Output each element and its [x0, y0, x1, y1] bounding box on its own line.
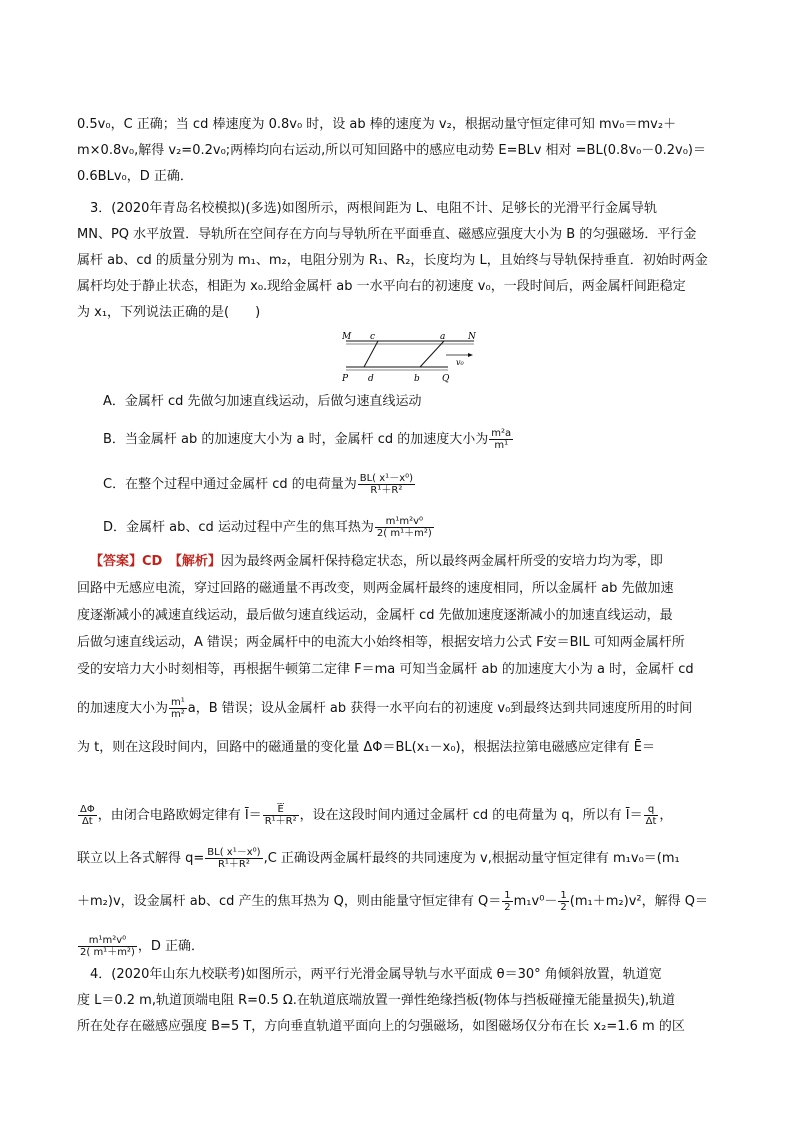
- answer-8-h-num: q: [647, 804, 655, 815]
- answer-8-post: ，设在这段时间内通过金属杆 cd 的电荷量为 q，所以有 Ī＝: [299, 808, 643, 823]
- answer-10-f2-den: 2: [560, 902, 567, 913]
- q4-line-1: 4．(2020年山东九校联考)如图所示，两平行光滑金属导轨与水平面成 θ＝30° 角倾斜放置，轨道宽: [90, 967, 662, 982]
- answer-8-f-den: Δt: [78, 815, 97, 827]
- answer-6-den: m²: [171, 709, 185, 720]
- answer-line-2: 回路中无感应电流，穿过回路的磁通量不再改变，则两金属杆最终的速度相同，所以金属杆 ab 先做加速: [77, 581, 674, 596]
- option-b-den: m¹: [489, 439, 513, 451]
- answer-tag: 【答案】CD 【解析】: [90, 554, 221, 569]
- label-N: N: [468, 332, 476, 342]
- answer-8-g-num: $\overline{Ē}$: [277, 804, 284, 815]
- answer-8-g-den: R¹＋R²: [264, 816, 297, 827]
- answer-6-pre: 的加速度大小为: [77, 701, 169, 716]
- answer-line-5: 受的安培力大小时刻相等，再根据牛顿第二定律 F＝ma 可知当金属杆 ab 的加速度大小为 a 时，金属杆 cd: [77, 662, 694, 677]
- answer-10-frac-2: [558, 890, 568, 913]
- answer-9-post: ,C 正确设两金属杆最终的共同速度为 v,根据动量守恒定律有 m₁v₀＝(m₁: [263, 851, 680, 866]
- prev-line-1: 0.5v₀，C 正确；当 cd 棒速度为 0.8v₀ 时，设 ab 棒的速度为 v₂，根据动量守恒定律可知 mv₀＝mv₂＋: [77, 117, 677, 132]
- answer-9-fraction: [205, 847, 262, 870]
- answer-8-frac-h: [644, 804, 659, 827]
- answer-8-mid: ，由闭合电路欧姆定律有 Ī＝: [97, 808, 262, 823]
- prev-line-2: m×0.8v₀,解得 v₂=0.2v₀;两棒均向右运动,所以可知回路中的感应电动势 E=BLv 相对 =BL(0.8v₀－0.2v₀)＝: [77, 143, 707, 158]
- q4-line-3: 所在处存在磁感应强度 B=5 T，方向垂直轨道平面向上的匀强磁场，如图磁场仅分布在长 x₂=1.6 m 的区: [77, 1019, 685, 1034]
- q3-line-3: 属杆 ab、cd 的质量分别为 m₁、m₂，电阻分别为 R₁、R₂，长度均为 L，且始终与导轨保持垂直．初始时两金: [77, 253, 708, 268]
- q3-line-4: 属杆均处于静止状态，相距为 x₀.现给金属杆 ab 一水平向右的初速度 v₀，一段时间后，两金属杆间距稳定: [77, 279, 686, 294]
- answer-10-f1-den: 2: [504, 902, 511, 913]
- answer-8-f-num: ΔΦ: [80, 804, 95, 815]
- answer-8-frac-f: [78, 804, 97, 827]
- q3-line-1: 3．(2020年青岛名校模拟)(多选)如图所示，两根间距为 L、电阻不计、足够长的光滑平行金属导轨: [90, 201, 658, 216]
- option-b-fraction: [489, 428, 513, 451]
- q3-line-2: MN、PQ 水平放置．导轨所在空间存在方向与导轨所在平面垂直、磁感应强度大小为 B 的匀强磁场．平行金: [77, 227, 697, 242]
- label-b: b: [414, 374, 420, 384]
- option-c-num: BL( x¹－x⁰): [359, 473, 414, 484]
- prev-line-3: 0.6BLv₀，D 正确．: [77, 169, 193, 184]
- answer-6-num: m¹: [171, 697, 185, 708]
- label-P: P: [342, 374, 349, 384]
- option-d-fraction: [375, 516, 434, 539]
- answer-10-mid: m₁v⁰－: [513, 894, 558, 909]
- label-d: d: [368, 374, 374, 384]
- option-c-fraction: [358, 473, 415, 496]
- answer-line-10: [77, 890, 708, 913]
- answer-9-den: R¹＋R²: [205, 858, 262, 870]
- answer-10-pre: ＋m₂)v，设金属杆 ab、cd 产生的焦耳热为 Q，则由能量守恒定律有 Q＝: [77, 894, 502, 909]
- answer-10-frac-1: [502, 890, 512, 913]
- option-d-num: m¹m²v⁰: [385, 516, 424, 527]
- label-a: a: [440, 332, 446, 342]
- label-v0: v₀: [456, 358, 464, 367]
- answer-11-fraction: [78, 935, 137, 958]
- option-b-text: B．当金属杆 ab 的加速度大小为 a 时，金属杆 cd 的加速度大小为: [103, 432, 489, 447]
- answer-11-post: ，D 正确．: [137, 939, 204, 954]
- answer-9-pre: 联立以上各式解得 q=: [77, 851, 205, 866]
- answer-10-f2-num: 1: [560, 890, 567, 901]
- option-d-text: D．金属杆 ab、cd 运动过程中产生的焦耳热为: [103, 520, 374, 535]
- q4-line-2: 度 L＝0.2 m,轨道顶端电阻 R=0.5 Ω.在轨道底端放置一弹性绝缘挡板(物体与挡板碰撞无能量损失),轨道: [77, 993, 676, 1008]
- answer-11-num: m¹m²v⁰: [88, 935, 127, 946]
- option-d: [103, 516, 435, 539]
- answer-line-7: 为 t，则在这段时间内，回路中的磁通量的变化量 ΔΦ＝BL(x₁－x₀)，根据法拉第电磁感应定律有 Ē＝: [77, 740, 655, 755]
- option-b: [103, 428, 514, 451]
- answer-line-4: 后做匀速直线运动，A 错误；两金属杆中的电流大小始终相等，根据安培力公式 F安＝BIL 可知两金属杆所: [77, 635, 685, 650]
- q3-line-5: 为 x₁，下列说法正确的是( ): [77, 305, 261, 320]
- answer-8-frac-g: [263, 804, 299, 827]
- label-M: M: [342, 332, 352, 342]
- option-c-den: R¹＋R²: [358, 484, 415, 496]
- rails-diagram: [342, 327, 482, 387]
- option-c: [103, 473, 416, 496]
- answer-line-11: [77, 935, 204, 958]
- answer-6-fraction: [169, 697, 187, 720]
- answer-text-1: 因为最终两金属杆保持稳定状态，所以最终两金属杆所受的安培力均为零，即: [220, 554, 663, 569]
- label-c: c: [370, 332, 376, 342]
- option-b-num: m²a: [491, 428, 512, 439]
- answer-10-f1-num: 1: [504, 890, 511, 901]
- answer-10-post: (m₁＋m₂)v²，解得 Q＝: [569, 894, 708, 909]
- option-c-text: C．在整个过程中通过金属杆 cd 的电荷量为: [103, 477, 357, 492]
- option-a: A．金属杆 cd 先做匀加速直线运动，后做匀速直线运动: [103, 394, 422, 409]
- answer-line-6: [77, 697, 693, 720]
- answer-line-1: [90, 554, 663, 570]
- answer-8-end: ，: [659, 808, 673, 823]
- answer-8-h-den: Δt: [645, 816, 657, 827]
- label-Q: Q: [442, 374, 450, 384]
- answer-11-den: 2( m¹＋m²): [80, 947, 135, 958]
- option-d-den: 2( m¹＋m²): [376, 528, 432, 539]
- answer-6-post: a，B 错误；设从金属杆 ab 获得一水平向右的初速度 v₀到最终达到共同速度所用的时间: [187, 701, 693, 716]
- answer-9-num: BL( x¹－x⁰): [207, 847, 261, 858]
- answer-line-3: 度逐渐减小的减速直线运动，最后做匀速直线运动，金属杆 cd 先做加速度逐渐减小的加速直线运动，最: [77, 608, 673, 623]
- answer-line-9: [77, 847, 680, 870]
